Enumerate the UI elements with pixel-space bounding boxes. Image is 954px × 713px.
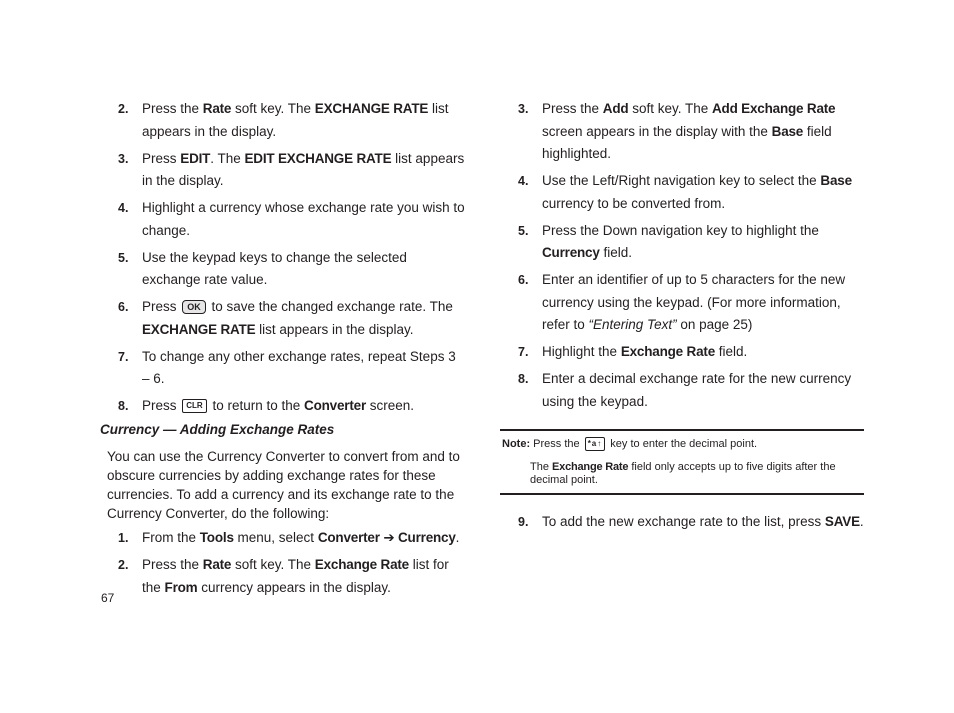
step-item — [100, 395, 465, 418]
step-number: 6. — [118, 300, 129, 314]
step-number: 8. — [118, 399, 129, 413]
step-body — [142, 247, 465, 292]
step-body — [142, 296, 465, 341]
step-item — [500, 170, 864, 215]
step-body — [542, 98, 864, 166]
step-body — [542, 368, 864, 413]
step-text: Highlight the — [542, 344, 621, 359]
step-text: screen. — [366, 398, 415, 413]
clr-key-icon: CLR — [182, 399, 206, 413]
step-body — [542, 220, 864, 265]
step-body — [142, 197, 465, 242]
step-body — [542, 269, 864, 337]
left-column — [100, 98, 465, 604]
step-text: To change any other exchange rates, repeat Steps 3 – 6. — [142, 348, 456, 386]
bold-term: SAVE — [824, 514, 860, 529]
note-box — [500, 429, 864, 495]
note-line-digits — [502, 461, 864, 487]
step-item — [100, 197, 465, 242]
step-text: on page 25) — [676, 317, 753, 332]
step-text: currency appears in the display. — [197, 579, 391, 595]
cross-reference: “Entering Text” — [588, 317, 677, 332]
step-item — [100, 148, 465, 193]
step-text: Enter an identifier of up to 5 characters for the new currency using the keypad. (For more information, refer to — [542, 272, 846, 332]
bold-term: From — [164, 579, 198, 595]
step-text: to return to the — [208, 398, 305, 413]
step-number: 8. — [518, 372, 529, 386]
step-text: soft key. The — [231, 101, 315, 116]
step-number: 3. — [518, 102, 529, 116]
right-column — [500, 98, 864, 538]
step-body — [542, 341, 864, 364]
step-number: 2. — [118, 102, 129, 116]
bold-term: EXCHANGE RATE — [142, 321, 256, 337]
step-body — [142, 554, 465, 599]
step-text: field highlighted. — [542, 123, 832, 161]
step-text: Enter a decimal exchange rate for the new currency using the keypad. — [542, 371, 852, 409]
step-text: field. — [599, 245, 632, 260]
step-item — [500, 220, 864, 265]
step-text: . The — [210, 150, 245, 166]
step-number: 5. — [518, 223, 529, 238]
bold-term: Add — [602, 101, 629, 116]
step-text: Use the keypad keys to change the selected exchange rate value. — [142, 249, 407, 287]
step-item — [500, 511, 864, 534]
step-text: menu, select — [233, 530, 318, 545]
step-item — [100, 527, 465, 550]
step-item — [100, 346, 465, 391]
bold-term: Converter ➔ Currency — [317, 530, 456, 545]
step-number: 4. — [518, 174, 529, 188]
step-number: 3. — [118, 151, 129, 166]
page-number: 67 — [101, 591, 115, 605]
steps-list-edit-rate — [100, 98, 465, 418]
step-text: list appears in the display. — [142, 101, 449, 139]
steps-list-add-rate-start — [100, 527, 465, 599]
step-text: . — [859, 514, 864, 529]
step-number: 9. — [518, 515, 529, 529]
step-text: Press the — [142, 557, 203, 572]
step-item — [500, 368, 864, 413]
bold-term: Add Exchange Rate — [711, 101, 836, 116]
step-body — [142, 148, 465, 193]
step-text: soft key. The — [231, 557, 315, 572]
bold-term: Currency — [542, 245, 600, 260]
step-text: Press — [142, 398, 181, 413]
bold-term: EDIT — [180, 150, 211, 166]
step-body — [542, 170, 864, 215]
step-number: 4. — [118, 201, 129, 215]
step-text: The — [530, 461, 553, 473]
bold-term: Base — [820, 173, 852, 188]
step-text: From the — [142, 530, 200, 545]
star-shift-key-icon: *a↑ — [585, 437, 606, 451]
step-number: 2. — [118, 558, 129, 572]
step-text: . — [455, 530, 460, 545]
bold-term: Tools — [199, 530, 234, 545]
intro-paragraph: You can use the Currency Converter to convert from and to obscure currencies by adding exchange rates for these currencies. To add a currency and its exchange rate to the Currency Converter, do the following: — [107, 449, 460, 521]
step-body — [542, 511, 864, 534]
bold-term: Rate — [202, 101, 232, 116]
note-label: Note: — [502, 437, 531, 450]
steps-list-save — [500, 511, 864, 534]
step-body — [142, 346, 465, 391]
note-line-decimal — [502, 437, 864, 451]
step-text: Use the Left/Right navigation key to select the — [542, 173, 821, 188]
step-text: to save the changed exchange rate. The — [207, 299, 453, 314]
step-number: 6. — [518, 273, 529, 287]
step-text: screen appears in the display with the — [542, 123, 772, 139]
step-body — [142, 98, 465, 143]
step-text: Highlight a currency whose exchange rate you wish to change. — [142, 200, 465, 238]
step-body — [142, 395, 465, 418]
steps-list-add-rate-continued — [500, 98, 864, 413]
step-item — [100, 554, 465, 599]
step-item — [500, 98, 864, 166]
step-text: list appears in the display. — [142, 150, 465, 188]
step-item — [100, 247, 465, 292]
step-text: list appears in the display. — [255, 321, 414, 337]
bold-term: Base — [771, 123, 804, 139]
bold-term: EXCHANGE RATE — [314, 101, 429, 116]
step-text: Press the — [542, 101, 603, 116]
bold-term: Exchange Rate — [314, 557, 409, 572]
bold-term: Exchange Rate — [620, 344, 715, 359]
section-heading: Currency — Adding Exchange Rates — [100, 422, 335, 437]
step-body — [142, 527, 465, 550]
step-text: Press — [142, 299, 181, 314]
step-number: 7. — [118, 349, 129, 364]
step-text: currency to be converted from. — [542, 195, 726, 211]
step-number: 7. — [518, 345, 529, 359]
step-item — [500, 269, 864, 337]
ok-key-icon: OK — [182, 300, 206, 314]
step-text: soft key. The — [628, 101, 712, 116]
bold-term: Converter — [304, 398, 367, 413]
step-item — [100, 296, 465, 341]
step-text: field only accepts up to five digits after the decimal point. — [530, 461, 836, 486]
bold-term: Exchange Rate — [552, 461, 629, 473]
step-text: key to enter the decimal point. — [607, 437, 758, 450]
step-text: Press the — [530, 437, 583, 450]
step-item — [500, 341, 864, 364]
step-text: Press the Down navigation key to highlight the — [542, 222, 819, 238]
step-text: Press the — [142, 101, 203, 116]
step-text: list for the — [142, 557, 449, 595]
step-number: 1. — [118, 531, 129, 545]
bold-term: Rate — [202, 557, 232, 572]
step-item — [100, 98, 465, 143]
step-number: 5. — [118, 250, 129, 265]
bold-term: EDIT EXCHANGE RATE — [244, 150, 392, 166]
step-text: To add the new exchange rate to the list, press — [542, 514, 825, 529]
step-text: field. — [715, 344, 748, 359]
step-text: Press — [142, 150, 181, 166]
